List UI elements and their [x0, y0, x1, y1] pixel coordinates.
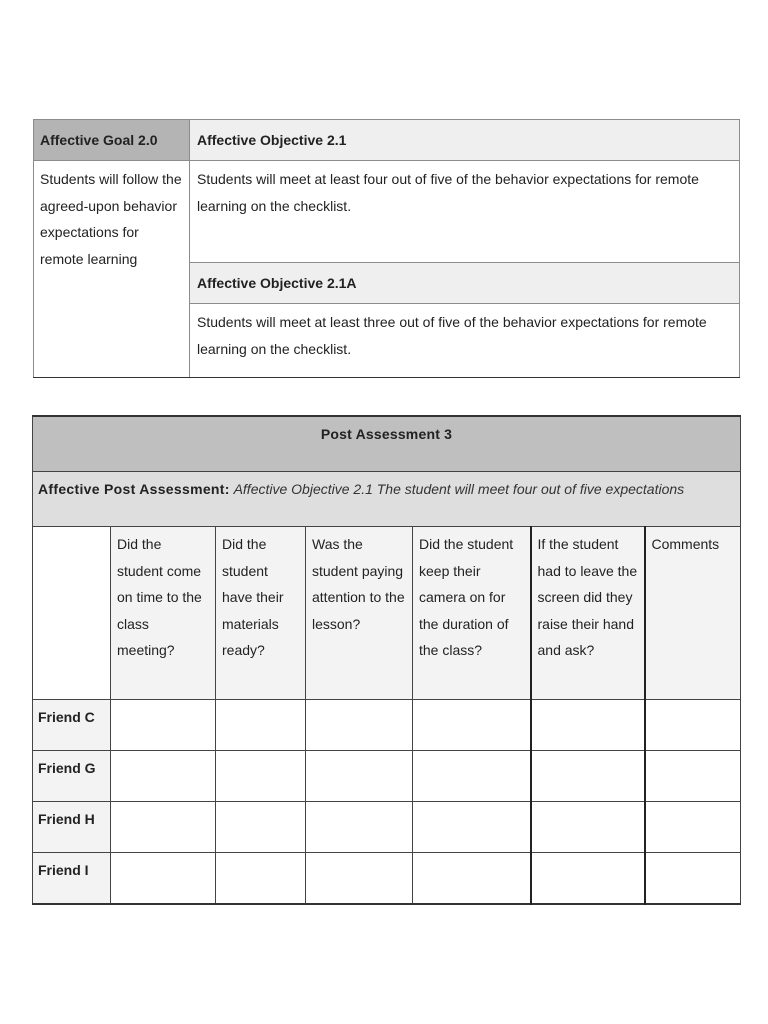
comments-header: Comments [645, 527, 741, 700]
table-row [33, 853, 741, 905]
response-cell [111, 802, 216, 853]
response-cell [111, 700, 216, 751]
response-cell [306, 700, 413, 751]
response-cell [531, 751, 645, 802]
goal-text: Students will follow the agreed-upon behavior expectations for remote learning [34, 161, 190, 378]
student-name: Friend H [33, 802, 111, 853]
goal-heading: Affective Goal 2.0 [34, 120, 190, 161]
corner-cell [33, 527, 111, 700]
response-cell [306, 802, 413, 853]
subtitle-label: Affective Post Assessment: [38, 481, 230, 497]
post-assessment-title: Post Assessment 3 [33, 416, 741, 472]
response-cell [216, 751, 306, 802]
response-cell [413, 802, 531, 853]
table-row [33, 802, 741, 853]
response-cell [531, 802, 645, 853]
response-cell [111, 751, 216, 802]
comment-cell [645, 751, 741, 802]
post-assessment-table [32, 415, 741, 905]
objective-a-text: Students will meet at least four out of five of the behavior expectations for remote learning on the checklist. [190, 161, 740, 263]
goal-objective-table [33, 119, 740, 378]
response-cell [413, 853, 531, 905]
response-cell [306, 751, 413, 802]
question-cell: Did the student keep their camera on for the duration of the class? [413, 527, 531, 700]
response-cell [216, 802, 306, 853]
post-assessment-subtitle [33, 472, 741, 527]
question-cell: Was the student paying attention to the lesson? [306, 527, 413, 700]
subtitle-text: Affective Objective 2.1 The student will meet four out of five expectations [233, 481, 685, 497]
response-cell [306, 853, 413, 905]
objective-a-heading: Affective Objective 2.1 [190, 120, 740, 161]
comment-cell [645, 802, 741, 853]
student-name: Friend I [33, 853, 111, 905]
response-cell [413, 700, 531, 751]
response-cell [216, 853, 306, 905]
response-cell [531, 700, 645, 751]
question-cell: Did the student come on time to the class meeting? [111, 527, 216, 700]
student-name: Friend C [33, 700, 111, 751]
question-cell: Did the student have their materials ready? [216, 527, 306, 700]
table-row [33, 700, 741, 751]
student-name: Friend G [33, 751, 111, 802]
comment-cell [645, 700, 741, 751]
response-cell [111, 853, 216, 905]
question-cell: If the student had to leave the screen did they raise their hand and ask? [531, 527, 645, 700]
comment-cell [645, 853, 741, 905]
response-cell [216, 700, 306, 751]
objective-b-text: Students will meet at least three out of five of the behavior expectations for remote learning on the checklist. [190, 304, 740, 378]
objective-b-heading: Affective Objective 2.1A [190, 263, 740, 304]
question-row [33, 527, 741, 700]
response-cell [531, 853, 645, 905]
table-row [33, 751, 741, 802]
response-cell [413, 751, 531, 802]
